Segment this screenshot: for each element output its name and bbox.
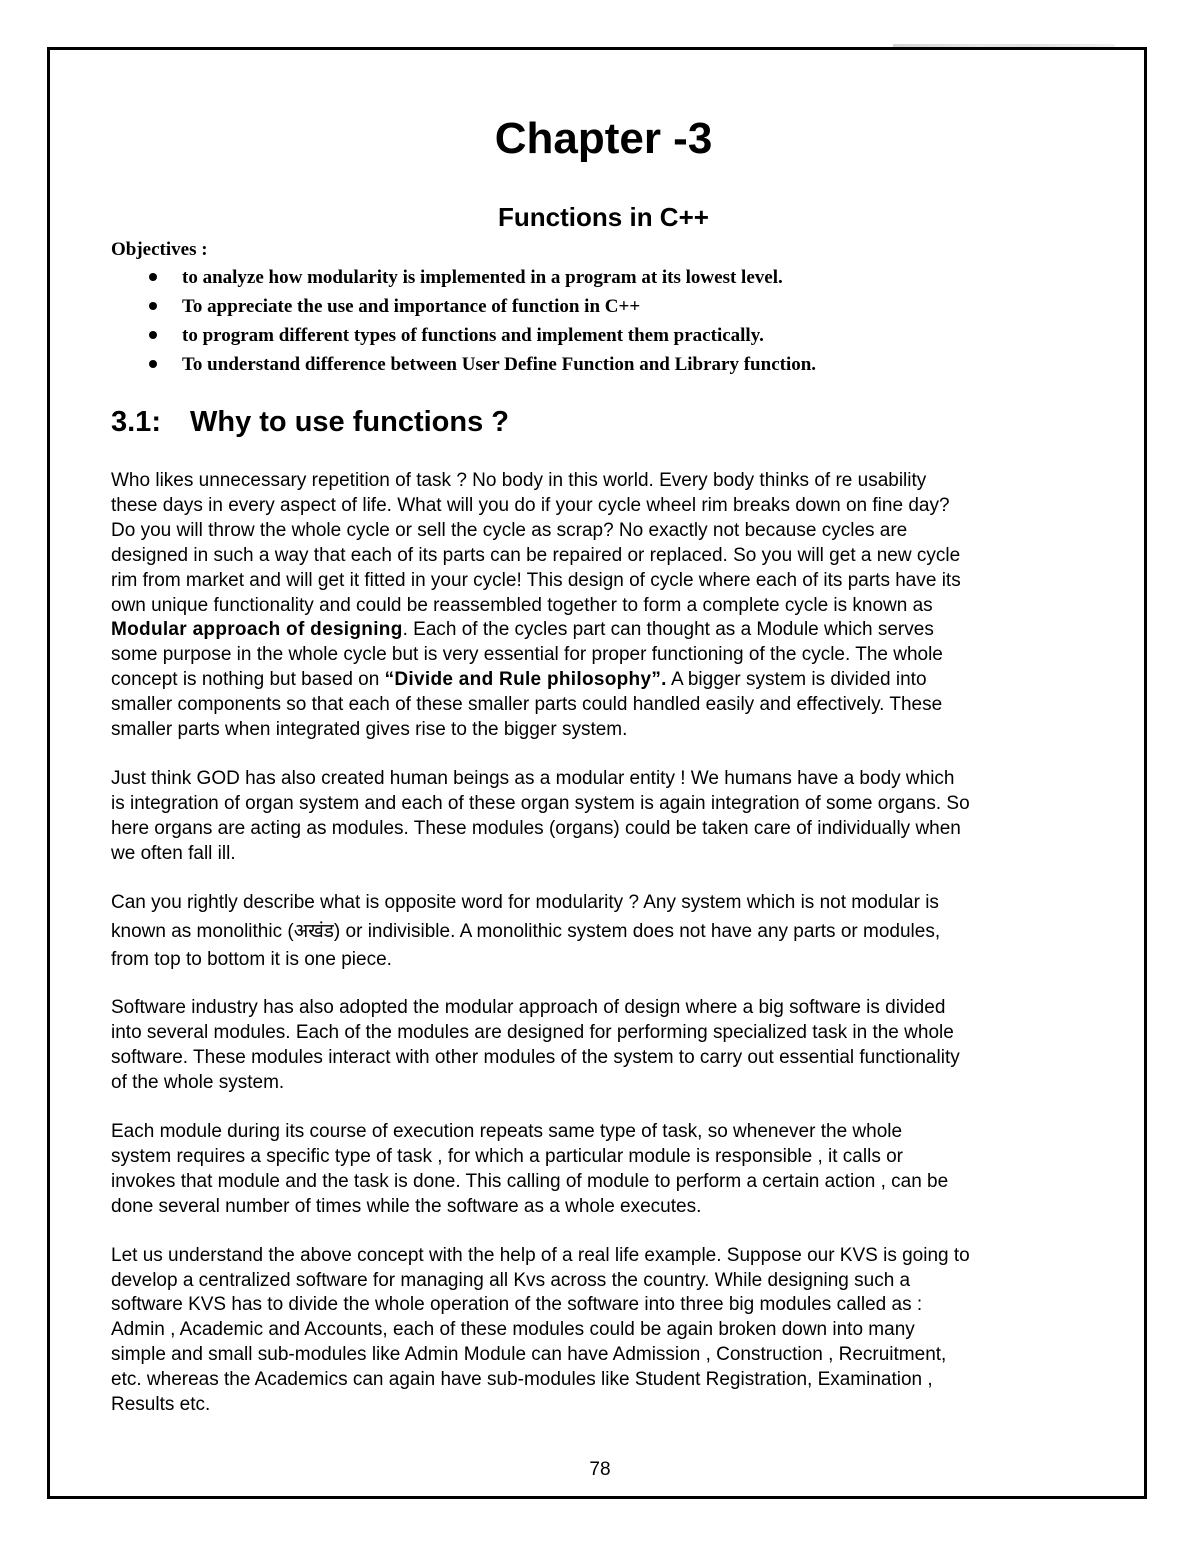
section-heading [111,404,1096,440]
bold-term: “Divide and Rule philosophy”. [384,669,667,691]
objective-item: To understand difference between User Define Function and Library function. [111,350,1096,379]
paragraph-kvs-example: Let us understand the above concept with the help of a real life example. Suppose our KVS is going to develop a centralized software for managing all Kvs across the country. While designing such a software KVS has to divide the whole operation of the software into three big modules called as : Admin , Academic and Accounts, each of these modules could be again broken down into many simple and small sub-modules like Admin Module can have Admission , Construction , Recruitment, etc. whereas the Academics can again have sub-modules like Student Registration, Examination , Results etc. [111,1244,970,1416]
chapter-subtitle: Functions in C++ [498,202,709,232]
section-title: Why to use functions ? [190,406,509,438]
section-number: 3.1: [111,406,161,438]
page-number: 78 [589,1459,611,1480]
paragraph-human-body: Just think GOD has also created human beings as a modular entity ! We humans have a body which is integration of organ system and each of these organ system is again integration of some organs. So here organs are acting as modules. These modules (organs) could be taken care of individually when we often fall ill. [111,767,970,864]
paragraph-monolithic: Can you rightly describe what is opposite word for modularity ? Any system which is not modular is known as monolithic (अखंड) or indivisible. A monolithic system does not have any parts or modules, from top to bottom it is one piece. [111,891,941,970]
objectives-heading: Objectives : [111,239,208,260]
bullet-icon [149,331,157,339]
chapter-title: Chapter -3 [494,114,713,163]
objective-item: to program different types of functions and implement them practically. [111,321,1096,350]
paragraph-software-industry: Software industry has also adopted the modular approach of design where a big software is divided into several modules. Each of the modules are designed for performing specialized task in the whole software. These modules interact with other modules of the system to carry out essential functionality of the whole system. [111,997,960,1094]
bold-term: Modular approach of designing [111,619,403,641]
objective-item: To appreciate the use and importance of function in C++ [111,292,1096,321]
paragraph-cycle-analogy: Who likes unnecessary repetition of task ? No body in this world. Every body thinks of re usability these days in every aspect of life. What will you do if your cycle wheel rim breaks down on fine day? Do you will throw the whole cycle or sell the cycle as scrap? No exactly not because cycles are designed in such a way that each of its parts can be repaired or replaced. So you will get a new cycle rim from market and will get it fitted in your cycle! This design of cycle where each of its parts have its own unique functionality and could be reassembled together to form a complete cycle is known as Modular approach of designing. Each of the cycles part can thought as a Module which serves some purpose in the whole cycle but is very essential for proper functioning of the cycle. The whole concept is nothing but based on “Divide and Rule philosophy”. A bigger system is divided into smaller components so that each of these smaller parts could handled easily and effectively. These smaller parts when integrated gives rise to the bigger system. [111,470,961,741]
page-content [111,108,1096,1418]
paragraph-module-execution: Each module during its course of execution repeats same type of task, so whenever the whole system requires a specific type of task , for which a particular module is responsible , it calls or invokes that module and the task is done. This calling of module to perform a certain action , can be done several number of times while the software as a whole executes. [111,1121,949,1217]
objective-item: to analyze how modularity is implemented in a program at its lowest level. [111,263,1096,292]
bullet-icon [149,273,157,281]
objectives-list [111,263,1096,379]
bullet-icon [149,302,157,310]
bullet-icon [149,360,157,368]
